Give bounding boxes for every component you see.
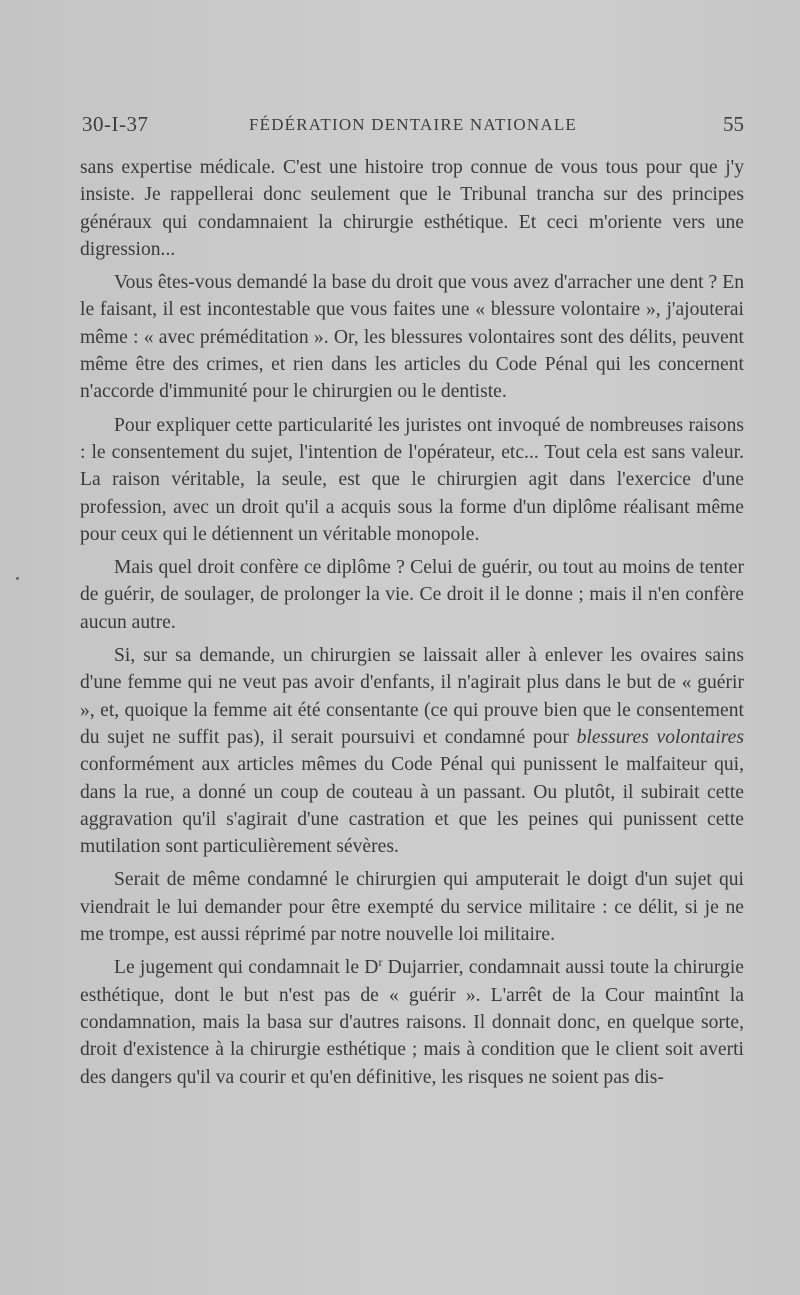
running-header (82, 112, 744, 142)
issue-date: 30-I-37 (82, 112, 149, 136)
paragraph-7-part-1: Le jugement qui condamnait le D (114, 957, 379, 979)
paragraph-4: Mais quel droit confère ce diplôme ? Celui de guérir, ou tout au moins de tenter de guérir, de soulager, de prolonger la vie. Ce droit il le donne ; mais il n'en confère aucun autre. (80, 557, 744, 633)
doctor-abbrev-superscript: r (378, 955, 383, 970)
body-text (80, 154, 744, 1097)
paragraph-5 (80, 642, 744, 860)
paragraph-6: Serait de même condamné le chirurgien qui amputerait le doigt d'un sujet qui viendrait le lui demander pour être exempté du service militaire : ce délit, si je ne me trompe, est aussi réprimé par notre nouvelle loi militaire. (80, 869, 744, 946)
paragraph-5-part-2: conformément aux articles mêmes du Code Pénal qui punissent le malfaiteur qui, dans la rue, a donné un coup de couteau à un passant. Ou plutôt, il subirait cette aggravation qu'il s'agirait d'une castration et que les peines qui punissent cette mutilation sont particulièrement sévères. (80, 754, 744, 858)
paragraph-7-part-2: Dujarrier, condamnait aussi toute la chirurgie esthétique, dont le but n'est pas de « guérir ». L'arrêt de la Cour maintînt la condamnation, mais la basa sur d'autres raisons. Il donnait donc, en quelque sorte, droit d'existence à la chirurgie esthétique ; mais à condition que le client soit averti des dangers qu'il va courir et qu'en définitive, les risques ne soient pas dis- (80, 957, 744, 1088)
emphasis-blessures-volontaires: blessures volontaires (576, 726, 744, 748)
journal-title: FÉDÉRATION DENTAIRE NATIONALE (248, 115, 578, 134)
paragraph-5-part-1: Si, sur sa demande, un chirurgien se laissait aller à enlever les ovaires sains d'une femme qui ne veut pas avoir d'enfants, il n'agirait plus dans le but de « guérir », et, quoique la femme ait été consentante (ce qui prouve bien que le consentement du sujet ne suffit pas), il serait poursuivi et condamné pour (80, 645, 744, 748)
margin-speck (16, 577, 19, 580)
paragraph-2: Vous êtes-vous demandé la base du droit que vous avez d'arracher une dent ? En le faisant, il est incontestable que vous faites une « blessure volontaire », j'ajouterai même : « avec préméditation ». Or, les blessures volontaires sont des délits, peuvent même être des crimes, et rien dans les articles du Code Pénal qui les concernent n'accorde d'immunité pour le chirurgien ou le dentiste. (80, 272, 744, 403)
paragraph-7 (80, 954, 744, 1090)
paragraph-1: sans expertise médicale. C'est une histoire trop connue de vous tous pour que j'y insiste. Je rappellerai donc seulement que le Tribunal trancha sur des principes généraux qui condamnaient la chirurgie esthétique. Et ceci m'oriente vers une digression... (80, 157, 744, 260)
page-number: 55 (723, 112, 744, 136)
paragraph-3: Pour expliquer cette particularité les juristes ont invoqué de nombreuses raisons : le consentement du sujet, l'intention de l'opérateur, etc... Tout cela est sans valeur. La raison véritable, la seule, est que le chirurgien agit dans l'exercice d'une profession, avec un droit qu'il a acquis sous la forme d'un diplôme réalisant même pour ceux qui le détiennent un véritable monopole. (80, 414, 744, 545)
